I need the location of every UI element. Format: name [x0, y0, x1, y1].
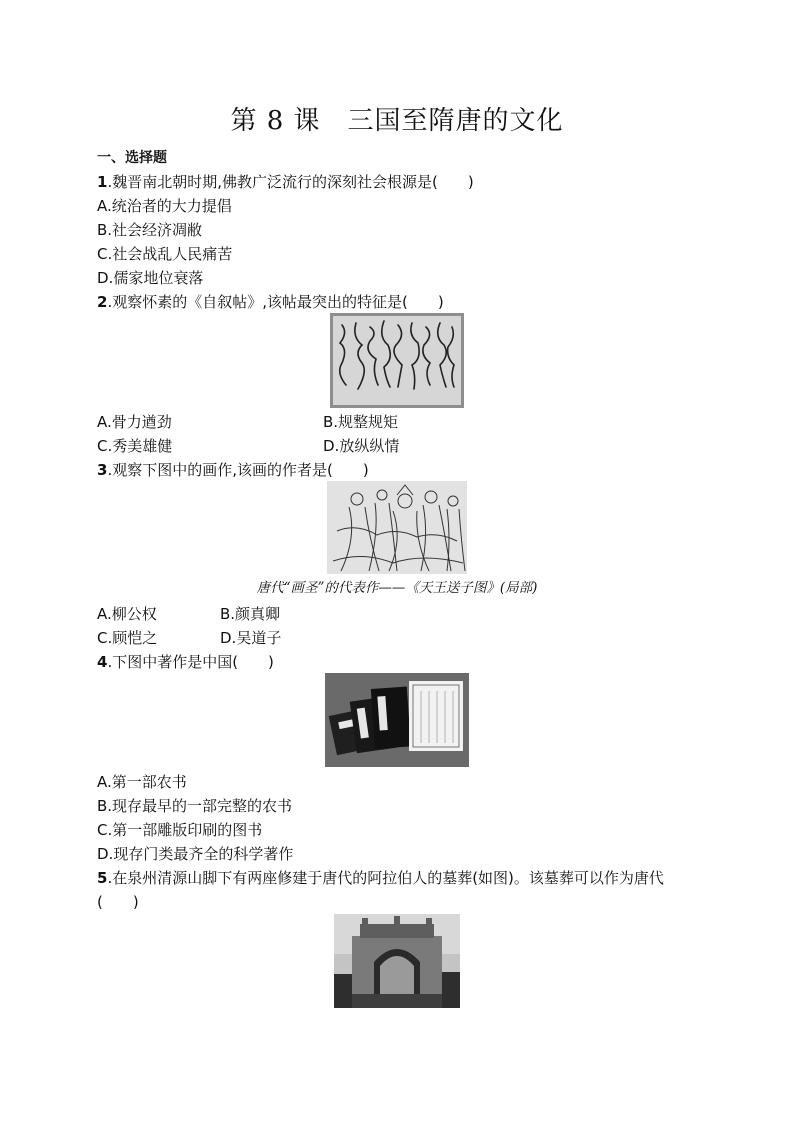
option-2b: B.规整规矩 — [323, 413, 399, 431]
option-2a: A.骨力遒劲 — [97, 413, 172, 431]
question-4 — [97, 652, 274, 672]
question-number: 4 — [97, 653, 108, 671]
option-4c: C.第一部雕版印刷的图书 — [97, 821, 263, 839]
question-text: .观察怀素的《自叙帖》,该帖最突出的特征是( ) — [107, 293, 444, 311]
question-text: .观察下图中的画作,该画的作者是( ) — [107, 461, 369, 479]
question-5 — [97, 868, 664, 888]
option-1b: B.社会经济凋敝 — [97, 221, 203, 239]
calligraphy-image — [330, 313, 464, 408]
question-number: 3 — [97, 461, 108, 479]
option-4a: A.第一部农书 — [97, 773, 187, 791]
option-3a: A.柳公权 — [97, 605, 157, 623]
option-3c: C.顾恺之 — [97, 629, 158, 647]
books-image — [325, 673, 469, 767]
tomb-gate-image — [334, 914, 460, 1008]
question-2 — [97, 292, 444, 312]
option-3d: D.吴道子 — [220, 629, 282, 647]
option-4b: B.现存最早的一部完整的农书 — [97, 797, 293, 815]
option-1c: C.社会战乱人民痛苦 — [97, 245, 233, 263]
page-title: 第 8 课 三国至隋唐的文化 — [230, 106, 564, 136]
question-number: 1 — [97, 173, 108, 191]
question-number: 2 — [97, 293, 108, 311]
question-5-blank: ( ) — [97, 893, 139, 911]
question-3 — [97, 460, 369, 480]
option-3b: B.颜真卿 — [220, 605, 281, 623]
question-number: 5 — [97, 869, 108, 887]
option-4d: D.现存门类最齐全的科学著作 — [97, 845, 294, 863]
question-1 — [97, 172, 474, 192]
section-heading: 一、选择题 — [97, 150, 167, 166]
option-1d: D.儒家地位衰落 — [97, 269, 204, 287]
painting-image — [327, 481, 467, 574]
question-text: .魏晋南北朝时期,佛教广泛流行的深刻社会根源是( ) — [107, 173, 474, 191]
option-1a: A.统治者的大力提倡 — [97, 197, 232, 215]
question-text: .在泉州清源山脚下有两座修建于唐代的阿拉伯人的墓葬(如图)。该墓葬可以作为唐代 — [107, 869, 664, 887]
figure-caption: 唐代“画圣”的代表作——《天王送子图》(局部) — [256, 580, 538, 596]
option-2d: D.放纵纵情 — [323, 437, 400, 455]
option-2c: C.秀美雄健 — [97, 437, 173, 455]
question-text: .下图中著作是中国( ) — [107, 653, 274, 671]
